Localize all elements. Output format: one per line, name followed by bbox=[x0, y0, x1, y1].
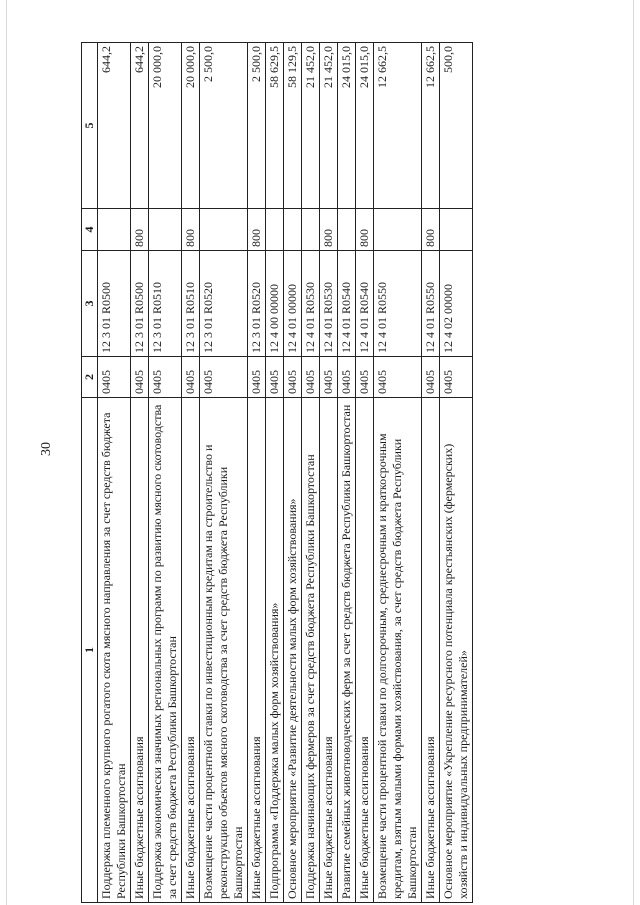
expense-type-cell bbox=[284, 209, 302, 251]
table-row bbox=[302, 43, 320, 903]
header-row bbox=[82, 43, 98, 903]
item-name-cell: Возмещение части процентной ставки по инвестиционным кредитам на строительство и реконструкцию объектов мясного скотоводства за счет средств бюджета Республики Башкортостан bbox=[200, 398, 248, 903]
scan-edge-left bbox=[6, 0, 7, 905]
target-article-cell: 12 4 01 R0540 bbox=[356, 251, 374, 357]
target-article-cell: 12 4 01 R0550 bbox=[374, 251, 422, 357]
scan-edge-right bbox=[633, 0, 634, 905]
section-code-cell: 0405 bbox=[248, 357, 266, 398]
amount-cell: 12 662,5 bbox=[374, 43, 422, 209]
page-number: 30 bbox=[39, 442, 54, 456]
expense-type-cell bbox=[149, 209, 182, 251]
expense-type-cell: 800 bbox=[248, 209, 266, 251]
header-col-1: 1 bbox=[82, 398, 98, 903]
section-code-cell: 0405 bbox=[356, 357, 374, 398]
item-name-cell: Иные бюджетные ассигнования bbox=[182, 398, 200, 903]
expense-type-cell bbox=[200, 209, 248, 251]
amount-cell: 24 015,0 bbox=[356, 43, 374, 209]
expense-type-cell: 800 bbox=[182, 209, 200, 251]
expense-type-cell: 800 bbox=[131, 209, 149, 251]
table-row bbox=[200, 43, 248, 903]
item-name-cell: Иные бюджетные ассигнования bbox=[320, 398, 338, 903]
amount-cell: 20 000,0 bbox=[182, 43, 200, 209]
target-article-cell: 12 4 01 R0550 bbox=[422, 251, 440, 357]
section-code-cell: 0405 bbox=[440, 357, 473, 398]
target-article-cell: 12 3 01 R0510 bbox=[149, 251, 182, 357]
table-header bbox=[82, 43, 98, 903]
table-row bbox=[131, 43, 149, 903]
amount-cell: 58 629,5 bbox=[266, 43, 284, 209]
expense-type-cell: 800 bbox=[320, 209, 338, 251]
item-name-cell: Основное мероприятие «Укрепление ресурсного потенциала крестьянских (фермерских) хозяйств и индивидуальных предпринимателей» bbox=[440, 398, 473, 903]
target-article-cell: 12 3 01 R0520 bbox=[200, 251, 248, 357]
expense-type-cell bbox=[302, 209, 320, 251]
amount-cell: 58 129,5 bbox=[284, 43, 302, 209]
amount-cell: 20 000,0 bbox=[149, 43, 182, 209]
section-code-cell: 0405 bbox=[374, 357, 422, 398]
amount-cell: 644,2 bbox=[98, 43, 131, 209]
item-name-cell: Возмещение части процентной ставки по долгосрочным, среднесрочным и краткосрочным кредитам, взятым малыми формами хозяйствования, за счет средств бюджета Республики Башкортостан bbox=[374, 398, 422, 903]
table-row bbox=[374, 43, 422, 903]
budget-allocation-table bbox=[81, 42, 473, 903]
expense-type-cell bbox=[266, 209, 284, 251]
table-row bbox=[98, 43, 131, 903]
target-article-cell: 12 4 01 R0530 bbox=[320, 251, 338, 357]
item-name-cell: Поддержка племенного крупного рогатого скота мясного направления за счет средств бюджета Республики Башкортостан bbox=[98, 398, 131, 903]
header-col-3: 3 bbox=[82, 251, 98, 357]
item-name-cell: Иные бюджетные ассигнования bbox=[248, 398, 266, 903]
section-code-cell: 0405 bbox=[182, 357, 200, 398]
section-code-cell: 0405 bbox=[131, 357, 149, 398]
section-code-cell: 0405 bbox=[200, 357, 248, 398]
target-article-cell: 12 4 01 R0530 bbox=[302, 251, 320, 357]
item-name-cell: Подпрограмма «Поддержка малых форм хозяйствования» bbox=[266, 398, 284, 903]
header-col-2: 2 bbox=[82, 357, 98, 398]
amount-cell: 24 015,0 bbox=[338, 43, 356, 209]
amount-cell: 21 452,0 bbox=[302, 43, 320, 209]
amount-cell: 500,0 bbox=[440, 43, 473, 209]
table-row bbox=[338, 43, 356, 903]
table-row bbox=[266, 43, 284, 903]
target-article-cell: 12 4 00 00000 bbox=[266, 251, 284, 357]
item-name-cell: Иные бюджетные ассигнования bbox=[131, 398, 149, 903]
item-name-cell: Развитие семейных животноводческих ферм за счет средств бюджета Республики Башкортостан bbox=[338, 398, 356, 903]
section-code-cell: 0405 bbox=[302, 357, 320, 398]
target-article-cell: 12 4 01 00000 bbox=[284, 251, 302, 357]
item-name-cell: Иные бюджетные ассигнования bbox=[422, 398, 440, 903]
table-row bbox=[248, 43, 266, 903]
section-code-cell: 0405 bbox=[266, 357, 284, 398]
amount-cell: 2 500,0 bbox=[248, 43, 266, 209]
table-row bbox=[284, 43, 302, 903]
target-article-cell: 12 3 01 R0520 bbox=[248, 251, 266, 357]
table-row bbox=[149, 43, 182, 903]
item-name-cell: Поддержка экономически значимых региональных программ по развитию мясного скотоводства за счет средств бюджета Республики Башкортостан bbox=[149, 398, 182, 903]
item-name-cell: Основное мероприятие «Развитие деятельности малых форм хозяйствования» bbox=[284, 398, 302, 903]
amount-cell: 21 452,0 bbox=[320, 43, 338, 209]
budget-table-wrapper bbox=[81, 43, 565, 903]
table-body bbox=[98, 43, 473, 903]
target-article-cell: 12 3 01 R0500 bbox=[98, 251, 131, 357]
table-row bbox=[356, 43, 374, 903]
target-article-cell: 12 3 01 R0500 bbox=[131, 251, 149, 357]
section-code-cell: 0405 bbox=[284, 357, 302, 398]
item-name-cell: Поддержка начинающих фермеров за счет средств бюджета Республики Башкортостан bbox=[302, 398, 320, 903]
target-article-cell: 12 4 02 00000 bbox=[440, 251, 473, 357]
expense-type-cell bbox=[98, 209, 131, 251]
expense-type-cell bbox=[338, 209, 356, 251]
section-code-cell: 0405 bbox=[320, 357, 338, 398]
expense-type-cell: 800 bbox=[422, 209, 440, 251]
table-row bbox=[440, 43, 473, 903]
expense-type-cell: 800 bbox=[356, 209, 374, 251]
header-col-4: 4 bbox=[82, 209, 98, 251]
section-code-cell: 0405 bbox=[98, 357, 131, 398]
expense-type-cell bbox=[374, 209, 422, 251]
section-code-cell: 0405 bbox=[422, 357, 440, 398]
section-code-cell: 0405 bbox=[149, 357, 182, 398]
table-row bbox=[182, 43, 200, 903]
amount-cell: 12 662,5 bbox=[422, 43, 440, 209]
amount-cell: 644,2 bbox=[131, 43, 149, 209]
table-row bbox=[422, 43, 440, 903]
section-code-cell: 0405 bbox=[338, 357, 356, 398]
expense-type-cell bbox=[440, 209, 473, 251]
header-col-5: 5 bbox=[82, 43, 98, 209]
table-row bbox=[320, 43, 338, 903]
item-name-cell: Иные бюджетные ассигнования bbox=[356, 398, 374, 903]
target-article-cell: 12 3 01 R0510 bbox=[182, 251, 200, 357]
amount-cell: 2 500,0 bbox=[200, 43, 248, 209]
target-article-cell: 12 4 01 R0540 bbox=[338, 251, 356, 357]
